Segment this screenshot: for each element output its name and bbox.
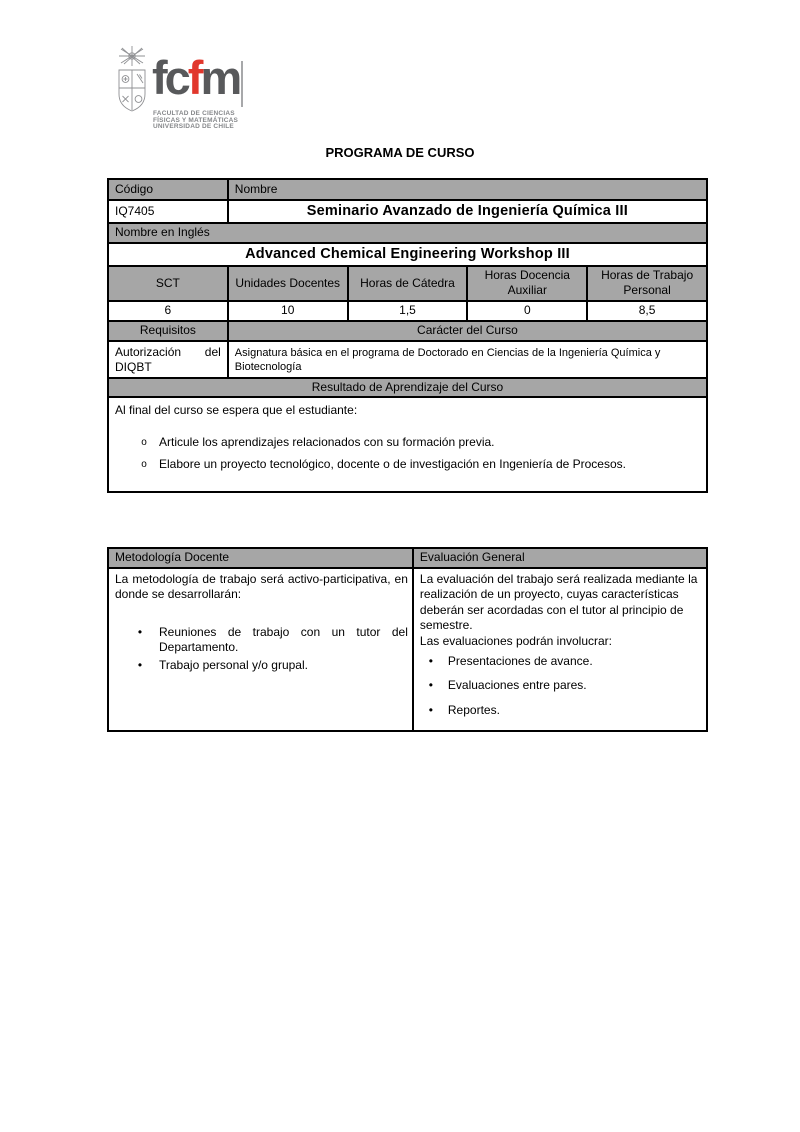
unidades-docentes-value-cell: 10 (228, 301, 348, 321)
dot-bullet-icon: • (137, 624, 143, 639)
table-row (108, 301, 707, 321)
requisitos-value-cell: Autorización del DIQBT (108, 341, 228, 378)
caracter-header-cell: Carácter del Curso (228, 321, 707, 341)
table-row (108, 266, 707, 301)
metodologia-bullet-list (133, 625, 408, 674)
resultado-bullet-2: Elabore un proyecto tecnológico, docente o de investigación en Ingeniería de Procesos. (159, 457, 626, 471)
table-row (108, 200, 707, 223)
sct-header-cell: SCT (108, 266, 228, 301)
nombre-ingles-header-cell: Nombre en Inglés (108, 223, 707, 243)
wordmark-m: m (200, 51, 240, 104)
list-item (137, 435, 700, 451)
table-row (108, 341, 707, 378)
list-item (137, 457, 700, 473)
evaluacion-header-cell: Evaluación General (413, 548, 707, 568)
horas-docencia-header-cell: Horas Docencia Auxiliar (467, 266, 587, 301)
logo-caption-line3: UNIVERSIDAD DE CHILE (153, 123, 234, 131)
wordmark-red-f: f (187, 51, 201, 104)
horas-catedra-value-cell: 1,5 (348, 301, 468, 321)
list-item (424, 703, 702, 719)
resultado-bullet-1: Articule los aprendizajes relacionados con su formación previa. (159, 435, 495, 449)
table-row (108, 179, 707, 200)
list-item (424, 678, 702, 694)
requisitos-header-cell: Requisitos (108, 321, 228, 341)
nombre-header-cell: Nombre (228, 179, 707, 200)
horas-docencia-value-cell: 0 (467, 301, 587, 321)
logo-divider-bar (241, 61, 243, 107)
circle-bullet-icon: o (141, 437, 147, 448)
table-row (108, 321, 707, 341)
table-row (108, 223, 707, 243)
evaluacion-subheading: Las evaluaciones podrán involucrar: (419, 633, 613, 648)
course-info-table (107, 178, 708, 493)
logo-caption-line2: FÍSICAS Y MATEMÁTICAS (153, 116, 239, 124)
dot-bullet-icon: • (428, 653, 433, 668)
dot-bullet-icon: • (428, 702, 433, 717)
resultado-header-cell: Resultado de Aprendizaje del Curso (108, 378, 707, 398)
university-crest-icon (112, 44, 152, 126)
unidades-docentes-header-cell: Unidades Docentes (228, 266, 348, 301)
metodologia-header-cell: Metodología Docente (108, 548, 413, 568)
horas-catedra-header-cell: Horas de Cátedra (348, 266, 468, 301)
evaluacion-bullet-2: Evaluaciones entre pares. (447, 678, 587, 693)
course-name-en-cell: Advanced Chemical Engineering Workshop III (108, 243, 707, 266)
codigo-value-cell: IQ7405 (108, 200, 228, 223)
table-row (108, 378, 707, 398)
logo-caption-line1: FACULTAD DE CIENCIAS (153, 110, 235, 117)
table-row (108, 568, 707, 731)
page-title: PROGRAMA DE CURSO (325, 145, 475, 160)
dot-bullet-icon: • (428, 678, 433, 693)
fcfm-logo (112, 44, 252, 130)
metodologia-bullet-1: Reuniones de trabajo con un tutor del Departamento. (159, 624, 408, 655)
resultado-intro: Al final del curso se espera que el estudiante: (115, 403, 358, 418)
list-item (424, 654, 702, 670)
wordmark-fc: fc (152, 51, 188, 104)
metodologia-intro: La metodología de trabajo será activo-participativa, en donde se desarrollarán: (115, 571, 408, 602)
course-name-es-cell: Seminario Avanzado de Ingeniería Química III (228, 200, 707, 223)
evaluacion-bullet-list (424, 654, 702, 719)
circle-bullet-icon: o (141, 459, 147, 470)
caracter-value-cell: Asignatura básica en el programa de Doctorado en Ciencias de la Ingeniería Química y Biotecnología (228, 341, 707, 378)
table-row (108, 397, 707, 492)
codigo-header-cell: Código (108, 179, 228, 200)
resultado-bullet-list (137, 435, 700, 473)
resultado-content-cell (108, 397, 707, 492)
fcfm-wordmark (152, 51, 240, 104)
evaluacion-content-cell (413, 568, 707, 731)
list-item (133, 625, 408, 656)
metodologia-bullet-2: Trabajo personal y/o grupal. (159, 657, 308, 672)
evaluacion-bullet-3: Reportes. (447, 702, 500, 717)
list-item (133, 658, 408, 674)
evaluacion-intro: La evaluación del trabajo será realizada mediante la realización de un proyecto, cuyas características deberán ser acordadas con el tutor al principio de semestre. (419, 571, 698, 633)
evaluacion-bullet-1: Presentaciones de avance. (447, 653, 593, 668)
table-row (108, 548, 707, 568)
table-row (108, 243, 707, 266)
sct-value-cell: 6 (108, 301, 228, 321)
logo-caption (153, 111, 245, 131)
horas-trabajo-value-cell: 8,5 (587, 301, 707, 321)
methodology-evaluation-table (107, 547, 708, 732)
dot-bullet-icon: • (137, 657, 143, 672)
metodologia-content-cell (108, 568, 413, 731)
horas-trabajo-header-cell: Horas de Trabajo Personal (587, 266, 707, 301)
